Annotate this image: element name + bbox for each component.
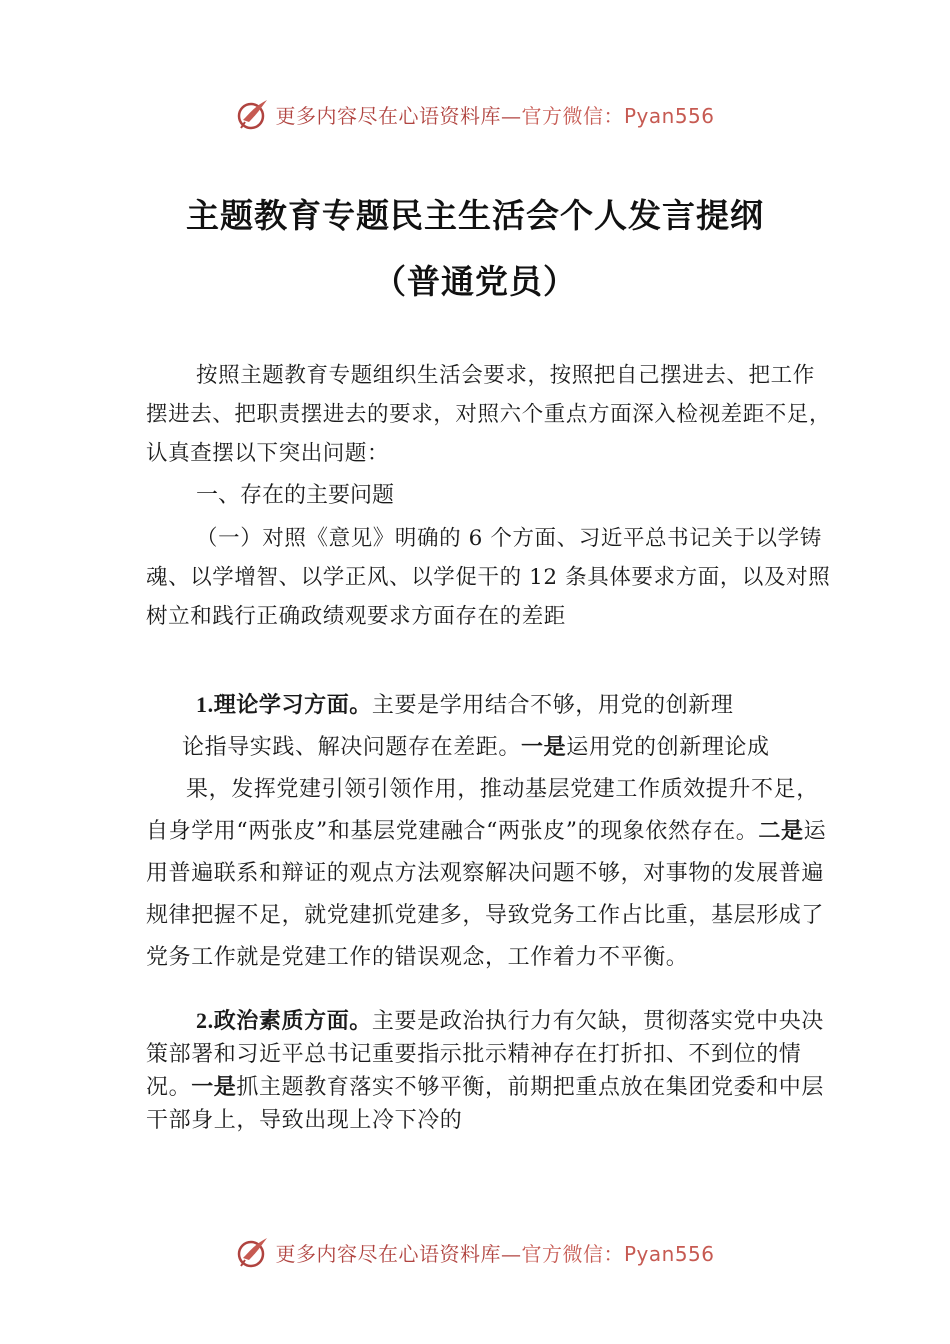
footer-watermark (0, 1232, 950, 1272)
item-political-quality: 2.政治素质方面。主要是政治执行力有欠缺，贯彻落实党中央决策部署和习近平总书记重要指示批示精神存在打折扣、不到位的情况。一是抓主题教育落实不够平衡，前期把重点放在集团党委和中层干部身上，导致出现上冷下冷的 (146, 1008, 825, 1133)
item-number: 2. (196, 1008, 214, 1033)
item-title: 理论学习方面。 (213, 693, 372, 718)
subsection-paragraph: （一）对照《意见》明确的 6 个方面、习近平总书记关于以学铸魂、以学增智、以学正风、以学促干的 12 条具体要求方面，以及对照树立和践行正确政绩观要求方面存在的差距 (146, 526, 831, 629)
item-title: 政治素质方面。 (213, 1009, 372, 1034)
quill-logo-icon (235, 96, 271, 132)
keyword: 一是 (521, 735, 567, 760)
watermark-text: 更多内容尽在心语资料库—官方微信：Pyan556 (275, 103, 715, 128)
item-theory-study: 1.理论学习方面。主要是学用结合不够，用党的创新理 论指导实践、解决问题存在差距。一是运用党的创新理论成 果，发挥党建引领引领作用，推动基层党建工作质效提升不足，自身学用“两张皮”和基层党建融合“两张皮”的现象依然存在。二是运用普遍联系和辩证的观点方法观察解决问题不够，对事物的发展普遍规律把握不足，就党建抓党建多，导致党务工作占比重，基层形成了党务工作就是党建工作的错误观念，工作着力不平衡。 (146, 692, 827, 970)
quill-logo-icon (235, 1234, 271, 1270)
section-heading: 一、存在的主要问题 (196, 483, 395, 508)
item-number: 1. (196, 692, 214, 717)
keyword: 二是 (758, 819, 804, 844)
keyword: 一是 (191, 1075, 237, 1100)
document-title: 主题教育专题民主生活会个人发言提纲 (186, 196, 764, 235)
watermark-text: 更多内容尽在心语资料库—官方微信：Pyan556 (275, 1241, 715, 1266)
intro-paragraph: 按照主题教育专题组织生活会要求，按照把自己摆进去、把工作摆进去、把职责摆进去的要求，对照六个重点方面深入检视差距不足，认真查摆以下突出问题： (146, 363, 832, 466)
header-watermark (0, 94, 950, 134)
document-subtitle: （普通党员） (373, 262, 577, 301)
